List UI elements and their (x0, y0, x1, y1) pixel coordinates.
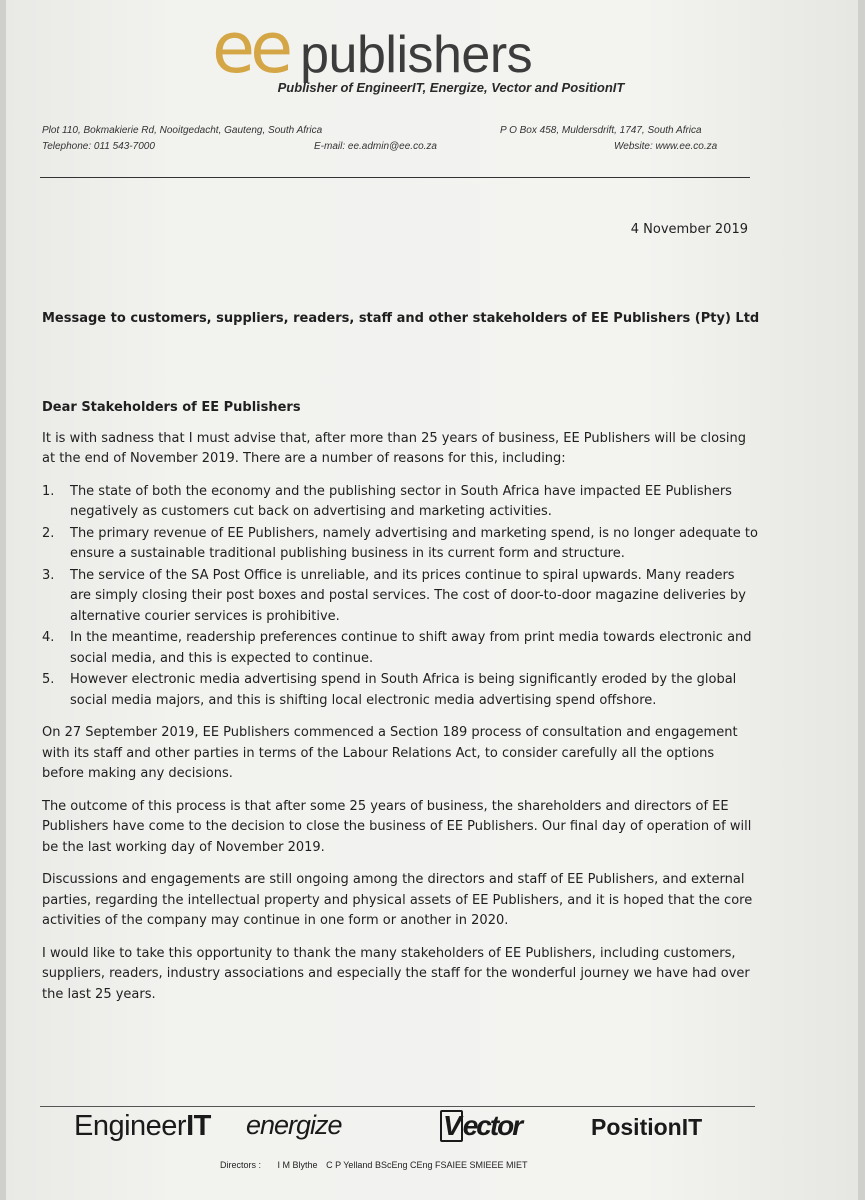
logo-ee-mark: ee (212, 7, 289, 89)
list-number: 5. (42, 672, 55, 687)
greeting: Dear Stakeholders of EE Publishers (42, 400, 301, 415)
director-name: C P Yelland BScEng CEng FSAIEE SMIEEE MIET (326, 1160, 528, 1170)
engineerit-logo (74, 1110, 211, 1143)
list-text: The state of both the economy and the publishing sector in South Africa have impacted EE Publishers negatively as customers cut back on advertising and marketing activities. (70, 483, 732, 519)
engineerit-logo-a: Engineer (74, 1110, 187, 1142)
intro-paragraph: It is with sadness that I must advise that, after more than 25 years of business, EE Publishers will be closing at the end of November 2019. There are a number of reasons for this, including: (42, 430, 746, 466)
list-item (42, 628, 758, 669)
list-item (42, 482, 758, 523)
brand-logos (6, 1110, 858, 1150)
website: Website: www.ee.co.za (614, 141, 718, 152)
positionit-logo: PositionIT (591, 1114, 703, 1140)
list-number: 2. (42, 525, 55, 541)
directors-line (220, 1160, 528, 1170)
header-divider (40, 177, 750, 178)
list-text: However electronic media advertising spend in South Africa is being significantly eroded by the global social media majors, and this is shifting local electronic media advertising spend offshore. (70, 672, 737, 708)
tagline: Publisher of EngineerIT, Energize, Vector and PositionIT (277, 80, 625, 95)
directors-label: Directors : (220, 1160, 262, 1170)
footer-divider (40, 1106, 755, 1107)
letter-date: 4 November 2019 (630, 222, 748, 237)
letter-body (42, 398, 758, 1017)
list-number: 3. (42, 567, 55, 583)
list-item (42, 524, 758, 565)
vector-logo-v: V (440, 1110, 463, 1142)
section-189-paragraph: On 27 September 2019, EE Publishers commenced a Section 189 process of consultation and engagement with its staff and other parties in terms of the Labour Relations Act, to consider carefully all the options before making any decisions. (42, 725, 738, 781)
telephone: Telephone: 011 543-7000 (42, 141, 155, 152)
list-number: 1. (42, 483, 55, 499)
discussions-paragraph: Discussions and engagements are still ongoing among the directors and staff of EE Publishers, and external parties, regarding the intellectual property and physical assets of EE Publishers, and it is hoped that the core activities of the company may continue in one form or another in 2020. (42, 872, 753, 928)
thanks-paragraph: I would like to take this opportunity to thank the many stakeholders of EE Publishers, including customers, suppliers, readers, industry associations and especially the staff for the wonderful journey we have had over the last 25 years. (42, 945, 750, 1002)
list-text: The service of the SA Post Office is unreliable, and its prices continue to spiral upwards. Many readers are simply closing their post boxes and postal services. The cost of door-to-door magazine deliveries by alternative courier services is prohibitive. (70, 567, 746, 624)
letter-page (6, 0, 858, 1200)
email: E-mail: ee.admin@ee.co.za (314, 141, 437, 152)
list-item (42, 670, 758, 711)
list-text: The primary revenue of EE Publishers, namely advertising and marketing spend, is no longer adequate to ensure a sustainable traditional publishing business in its current form and structure. (70, 525, 758, 561)
engineerit-logo-b: IT (186, 1110, 211, 1142)
energize-logo: energize (246, 1110, 342, 1140)
list-text: In the meantime, readership preferences continue to shift away from print media towards electronic and social media, and this is expected to continue. (70, 630, 752, 666)
vector-logo-rest: ector (462, 1110, 522, 1141)
street-address: Plot 110, Bokmakierie Rd, Nooitgedacht, Gauteng, South Africa (42, 125, 323, 136)
reasons-list (42, 482, 758, 712)
postal-address: P O Box 458, Muldersdrift, 1747, South Africa (500, 125, 702, 136)
vector-logo (440, 1110, 521, 1142)
list-number: 4. (42, 630, 55, 645)
list-item (42, 566, 758, 628)
outcome-paragraph: The outcome of this process is that after some 25 years of business, the shareholders and directors of EE Publishers have come to the decision to close the business of EE Publishers. Our final day of operation of will be the last working day of November 2019. (42, 798, 752, 855)
letter-subject: Message to customers, suppliers, readers, staff and other stakeholders of EE Publishers (Pty) Ltd (42, 311, 760, 326)
logo-publishers-word: publishers (300, 26, 533, 84)
director-name: I M Blythe (277, 1160, 318, 1170)
